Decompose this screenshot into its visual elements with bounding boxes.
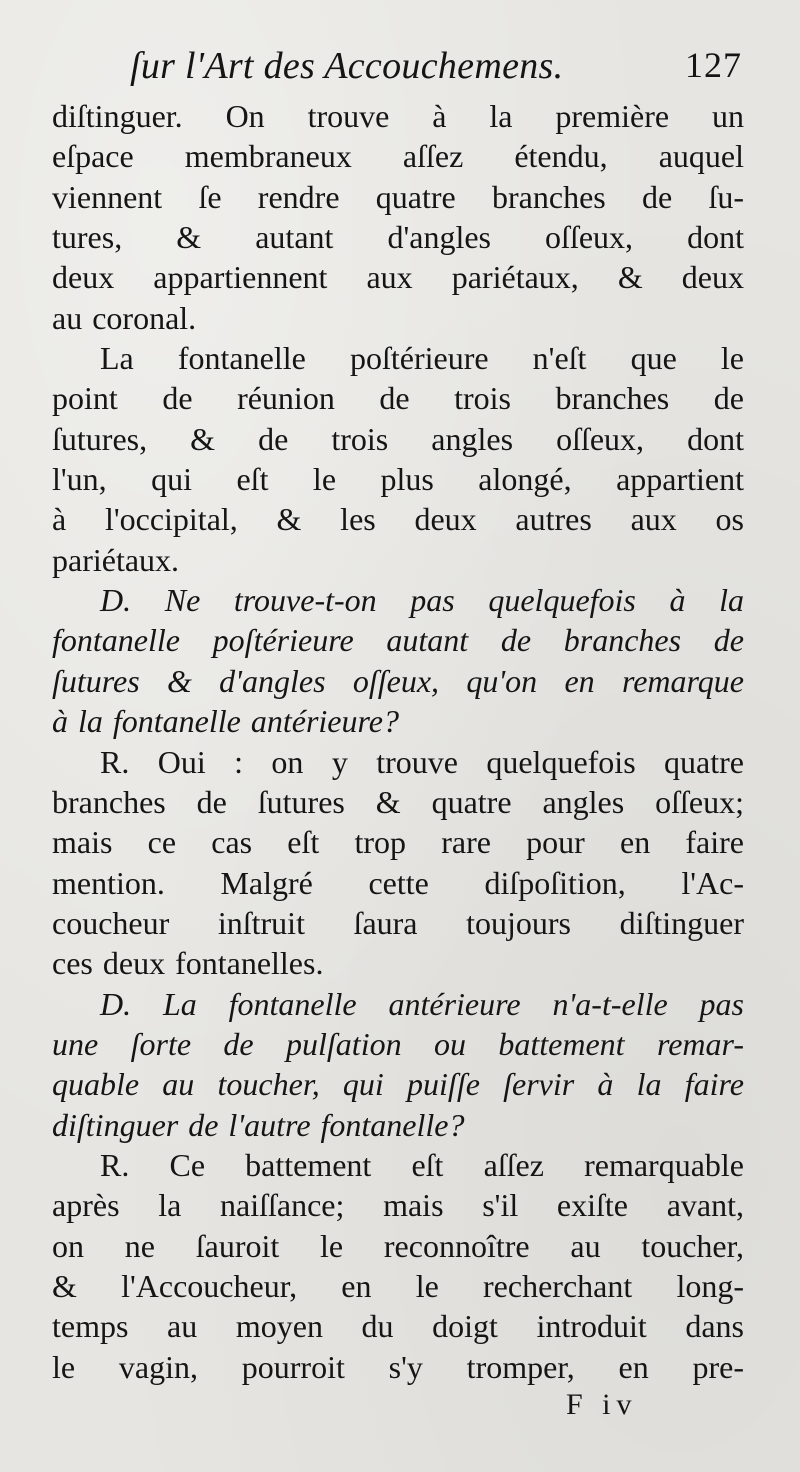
page-number: 127 [685, 45, 742, 85]
text-line: La fontanelle poſtérieure n'eſt que le [100, 340, 744, 377]
text-line: viennent ſe rendre quatre branches de ſu- [52, 178, 744, 215]
text-line: deux appartiennent aux pariétaux, & deux [52, 259, 744, 296]
paragraph-posterior-fontanelle [52, 338, 744, 580]
text-line: à la fontanelle antérieure? [52, 703, 399, 740]
text-line: une ſorte de pulſation ou battement remar- [52, 1025, 744, 1062]
body-text [52, 96, 744, 1387]
text-line: fontanelle poſtérieure autant de branches de [52, 622, 744, 659]
text-line: l'un, qui eſt le plus alongé, appartient [52, 461, 744, 498]
text-line: à l'occipital, & les deux autres aux os [52, 501, 744, 538]
text-line: branches de ſutures & quatre angles oſſeux; [52, 783, 744, 820]
page-header [130, 40, 742, 96]
running-title: ſur l'Art des Accouchemens. [130, 45, 564, 87]
text-line: temps au moyen du doigt introduit dans [52, 1308, 744, 1345]
text-line: ſutures, & de trois angles oſſeux, dont [52, 420, 744, 457]
text-line: mais ce cas eſt trop rare pour en faire [52, 824, 744, 861]
text-line: coucheur inſtruit ſaura toujours diſtinguer [52, 904, 744, 941]
text-line: tures, & autant d'angles oſſeux, dont [52, 219, 744, 256]
text-line: au coronal. [52, 299, 197, 336]
text-line: mention. Malgré cette diſpoſition, l'Ac- [52, 864, 744, 901]
text-line: quable au toucher, qui puiſſe ſervir à la faire [52, 1066, 744, 1103]
text-line: D. Ne trouve-t-on pas quelquefois à la [100, 582, 744, 619]
text-line: ces deux fontanelles. [52, 945, 324, 982]
answer-paragraph [52, 1145, 744, 1387]
text-line: D. La fontanelle antérieure n'a-t-elle pas [100, 985, 744, 1022]
question-paragraph [52, 580, 744, 741]
text-line: & l'Accoucheur, en le recherchant long- [52, 1267, 744, 1304]
text-line: le vagin, pourroit s'y tromper, en pre- [52, 1348, 744, 1385]
question-paragraph [52, 984, 744, 1145]
paragraph-continuation [52, 96, 744, 338]
text-line: R. Oui : on y trouve quelquefois quatre [100, 743, 744, 780]
text-line: ſutures & d'angles oſſeux, qu'on en remarque [52, 662, 744, 699]
signature-mark: F iv [566, 1388, 638, 1421]
text-line: R. Ce battement eſt aſſez remarquable [100, 1146, 744, 1183]
text-line: diſtinguer. On trouve à la première un [52, 98, 744, 134]
text-line: on ne ſauroit le reconnoître au toucher, [52, 1227, 744, 1264]
text-line: pariétaux. [52, 541, 180, 578]
answer-paragraph [52, 742, 744, 984]
text-line: diſtinguer de l'autre fontanelle? [52, 1106, 465, 1143]
text-line: eſpace membraneux aſſez étendu, auquel [52, 138, 744, 175]
text-line: après la naiſſance; mais s'il exiſte avant, [52, 1187, 744, 1224]
text-line: point de réunion de trois branches de [52, 380, 744, 417]
